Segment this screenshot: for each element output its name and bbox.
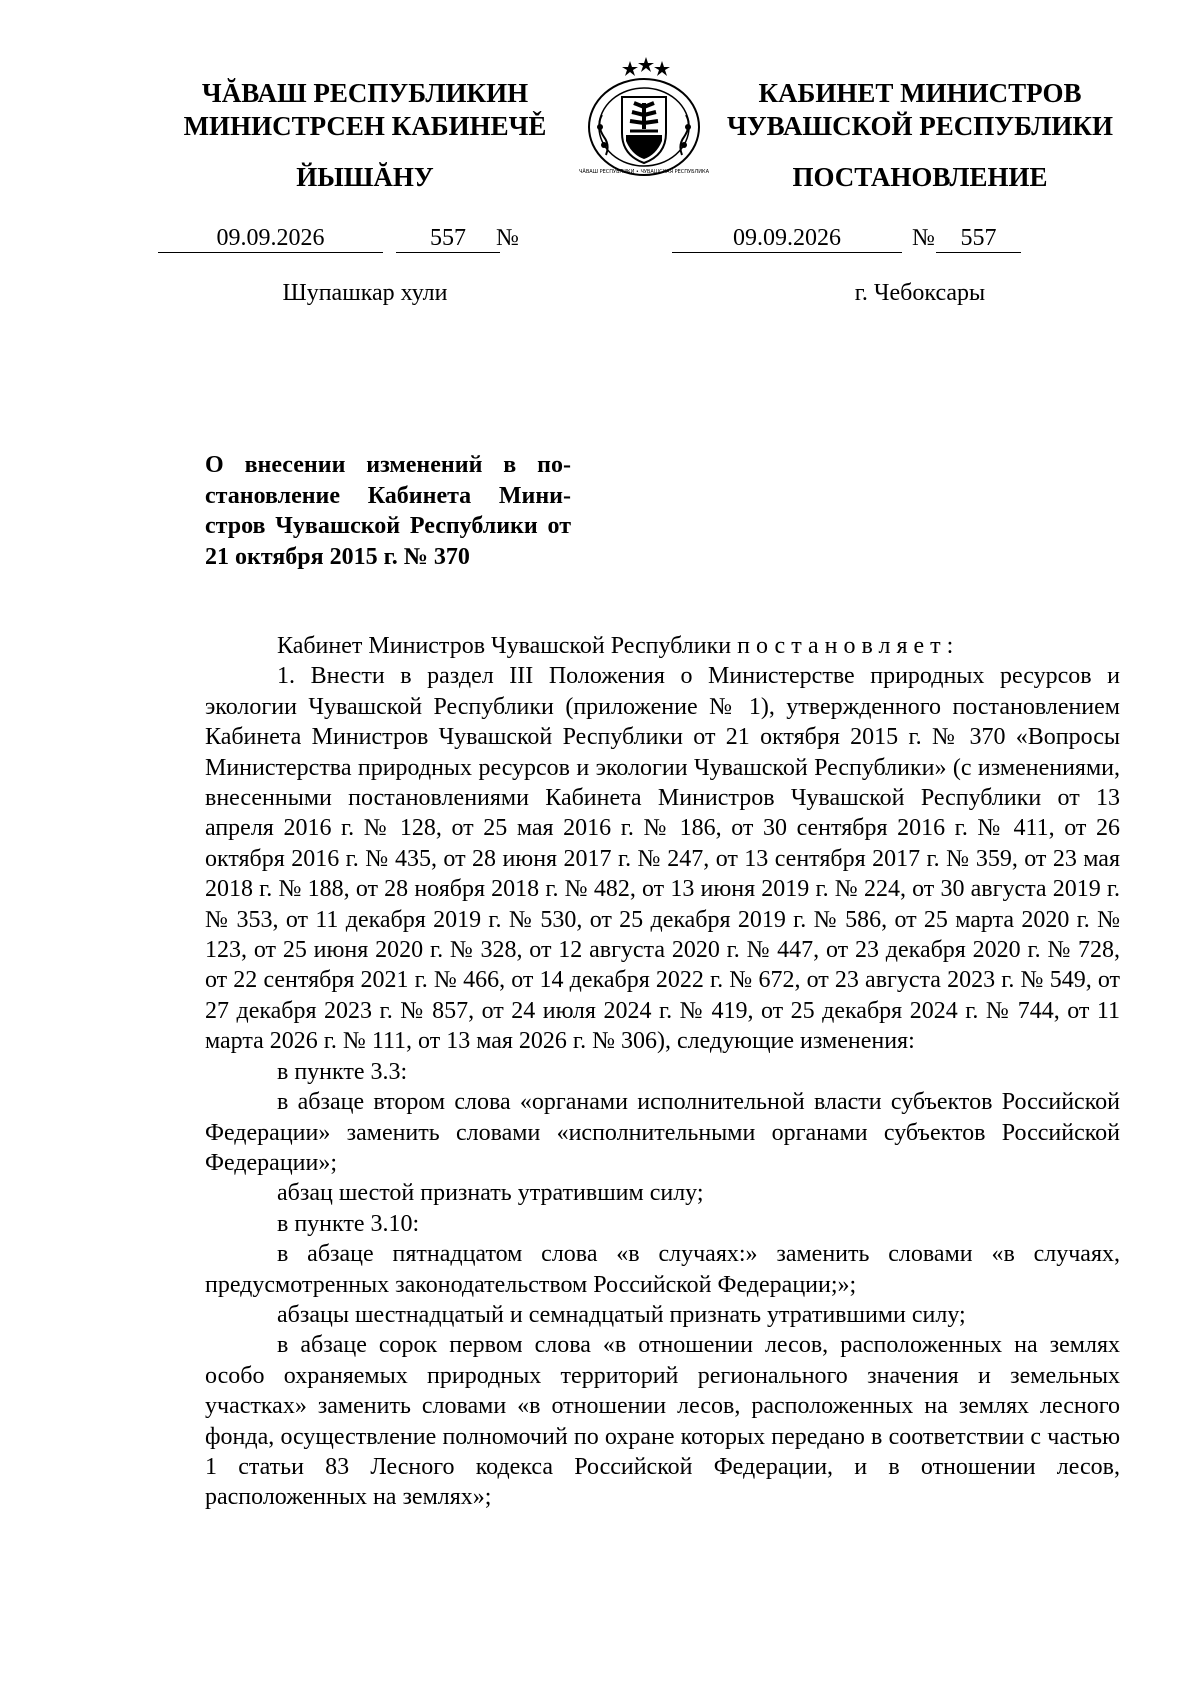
left-number-sign: № — [496, 225, 519, 251]
right-date: 09.09.2026 — [672, 224, 902, 253]
right-org-name: КАБИНЕТ МИНИСТРОВ ЧУВАШСКОЙ РЕСПУБЛИКИ — [727, 78, 1113, 141]
right-number-line — [672, 224, 1122, 254]
right-number-sign: № — [912, 225, 935, 251]
body-paragraph: в абзаце пятнадцатом слова «в случаях:» заменить словами «в случаях, предусмотренных законодательством Российской Федерации;»; — [205, 1241, 1120, 1298]
right-place: г. Чебоксары — [854, 280, 986, 306]
body-paragraph: в абзаце втором слова «органами исполнительной власти субъектов Российской Федерации» заменить словами «исполнительными органами субъектов Российской Федерации»; — [205, 1089, 1120, 1176]
body-paragraph: абзацы шестнадцатый и семнадцатый признать утратившими силу; — [277, 1301, 966, 1328]
left-number-line — [158, 224, 578, 254]
body-paragraph: в абзаце сорок первом слова «в отношении лесов, расположенных на землях особо охраняемых природных территорий регионального значения и земельных участках» заменить словами «в отношении лесов, расположенных на землях лесного фонда, осуществление полномочий по охране которых передано в соответствии с частью 1 статьи 83 Лесного кодекса Российской Федерации, и в отношении лесов, расположенных на землях»; — [205, 1332, 1120, 1511]
body-paragraph: в пункте 3.3: — [277, 1058, 408, 1085]
left-number: 557 — [396, 224, 500, 253]
subject-text: О внесении изменений в постановление Кабинета Министров Чувашской Республики от 21 октября 2015 г. № 370 — [205, 452, 571, 570]
left-doc-type: ЙЫШĂНУ — [296, 162, 434, 192]
body-paragraph: абзац шестой признать утратившим силу; — [277, 1180, 704, 1207]
left-place: Шупашкар хули — [282, 280, 448, 306]
intro-spaced-verb: постановляет: — [737, 633, 960, 659]
document-body — [205, 631, 1120, 1513]
body-paragraph: в пункте 3.10: — [277, 1210, 420, 1237]
intro-text: Кабинет Министров Чувашской Республики — [277, 633, 738, 659]
document-subject — [205, 450, 571, 572]
left-org-name: ЧĂВАШ РЕСПУБЛИКИН МИНИСТРСЕН КАБИНЕЧĚ — [183, 78, 547, 141]
emblem-ring-text: ЧĂВАШ РЕСПУБЛИКИ • ЧУВАШСКАЯ РЕСПУБЛИКА — [578, 169, 710, 175]
right-number: 557 — [936, 224, 1021, 253]
body-paragraph: 1. Внести в раздел III Положения о Министерстве природных ресурсов и экологии Чувашской Республики (приложение № 1), утвержденного постановлением Кабинета Министров Чувашской Республики от 21 октября 2015 г. № 370 «Вопросы Министерства природных ресурсов и экологии Чувашской Республики» (с изменениями, внесенными постановлениями Кабинета Министров Чувашской Республики от 13 апреля 2016 г. № 128, от 25 мая 2016 г. № 186, от 30 сентября 2016 г. № 411, от 26 октября 2016 г. № 435, от 28 июня 2017 г. № 247, от 13 сентября 2017 г. № 359, от 23 мая 2018 г. № 188, от 28 ноября 2018 г. № 482, от 13 июня 2019 г. № 224, от 30 августа 2019 г. № 353, от 11 декабря 2019 г. № 530, от 25 декабря 2019 г. № 586, от 25 марта 2020 г. № 123, от 25 июня 2020 г. № 328, от 12 августа 2020 г. № 447, от 23 декабря 2020 г. № 728, от 22 сентября 2021 г. № 466, от 14 декабря 2022 г. № 672, от 23 августа 2023 г. № 549, от 27 декабря 2023 г. № 857, от 24 июля 2024 г. № 419, от 25 декабря 2024 г. № 744, от 11 марта 2026 г. № 111, от 13 мая 2026 г. № 306), следующие изменения: — [205, 663, 1120, 1055]
left-date: 09.09.2026 — [158, 224, 383, 253]
chuvash-coat-of-arms-emblem — [578, 55, 710, 180]
right-doc-type: ПОСТАНОВЛЕНИЕ — [792, 162, 1048, 192]
intro-paragraph — [205, 631, 1120, 661]
